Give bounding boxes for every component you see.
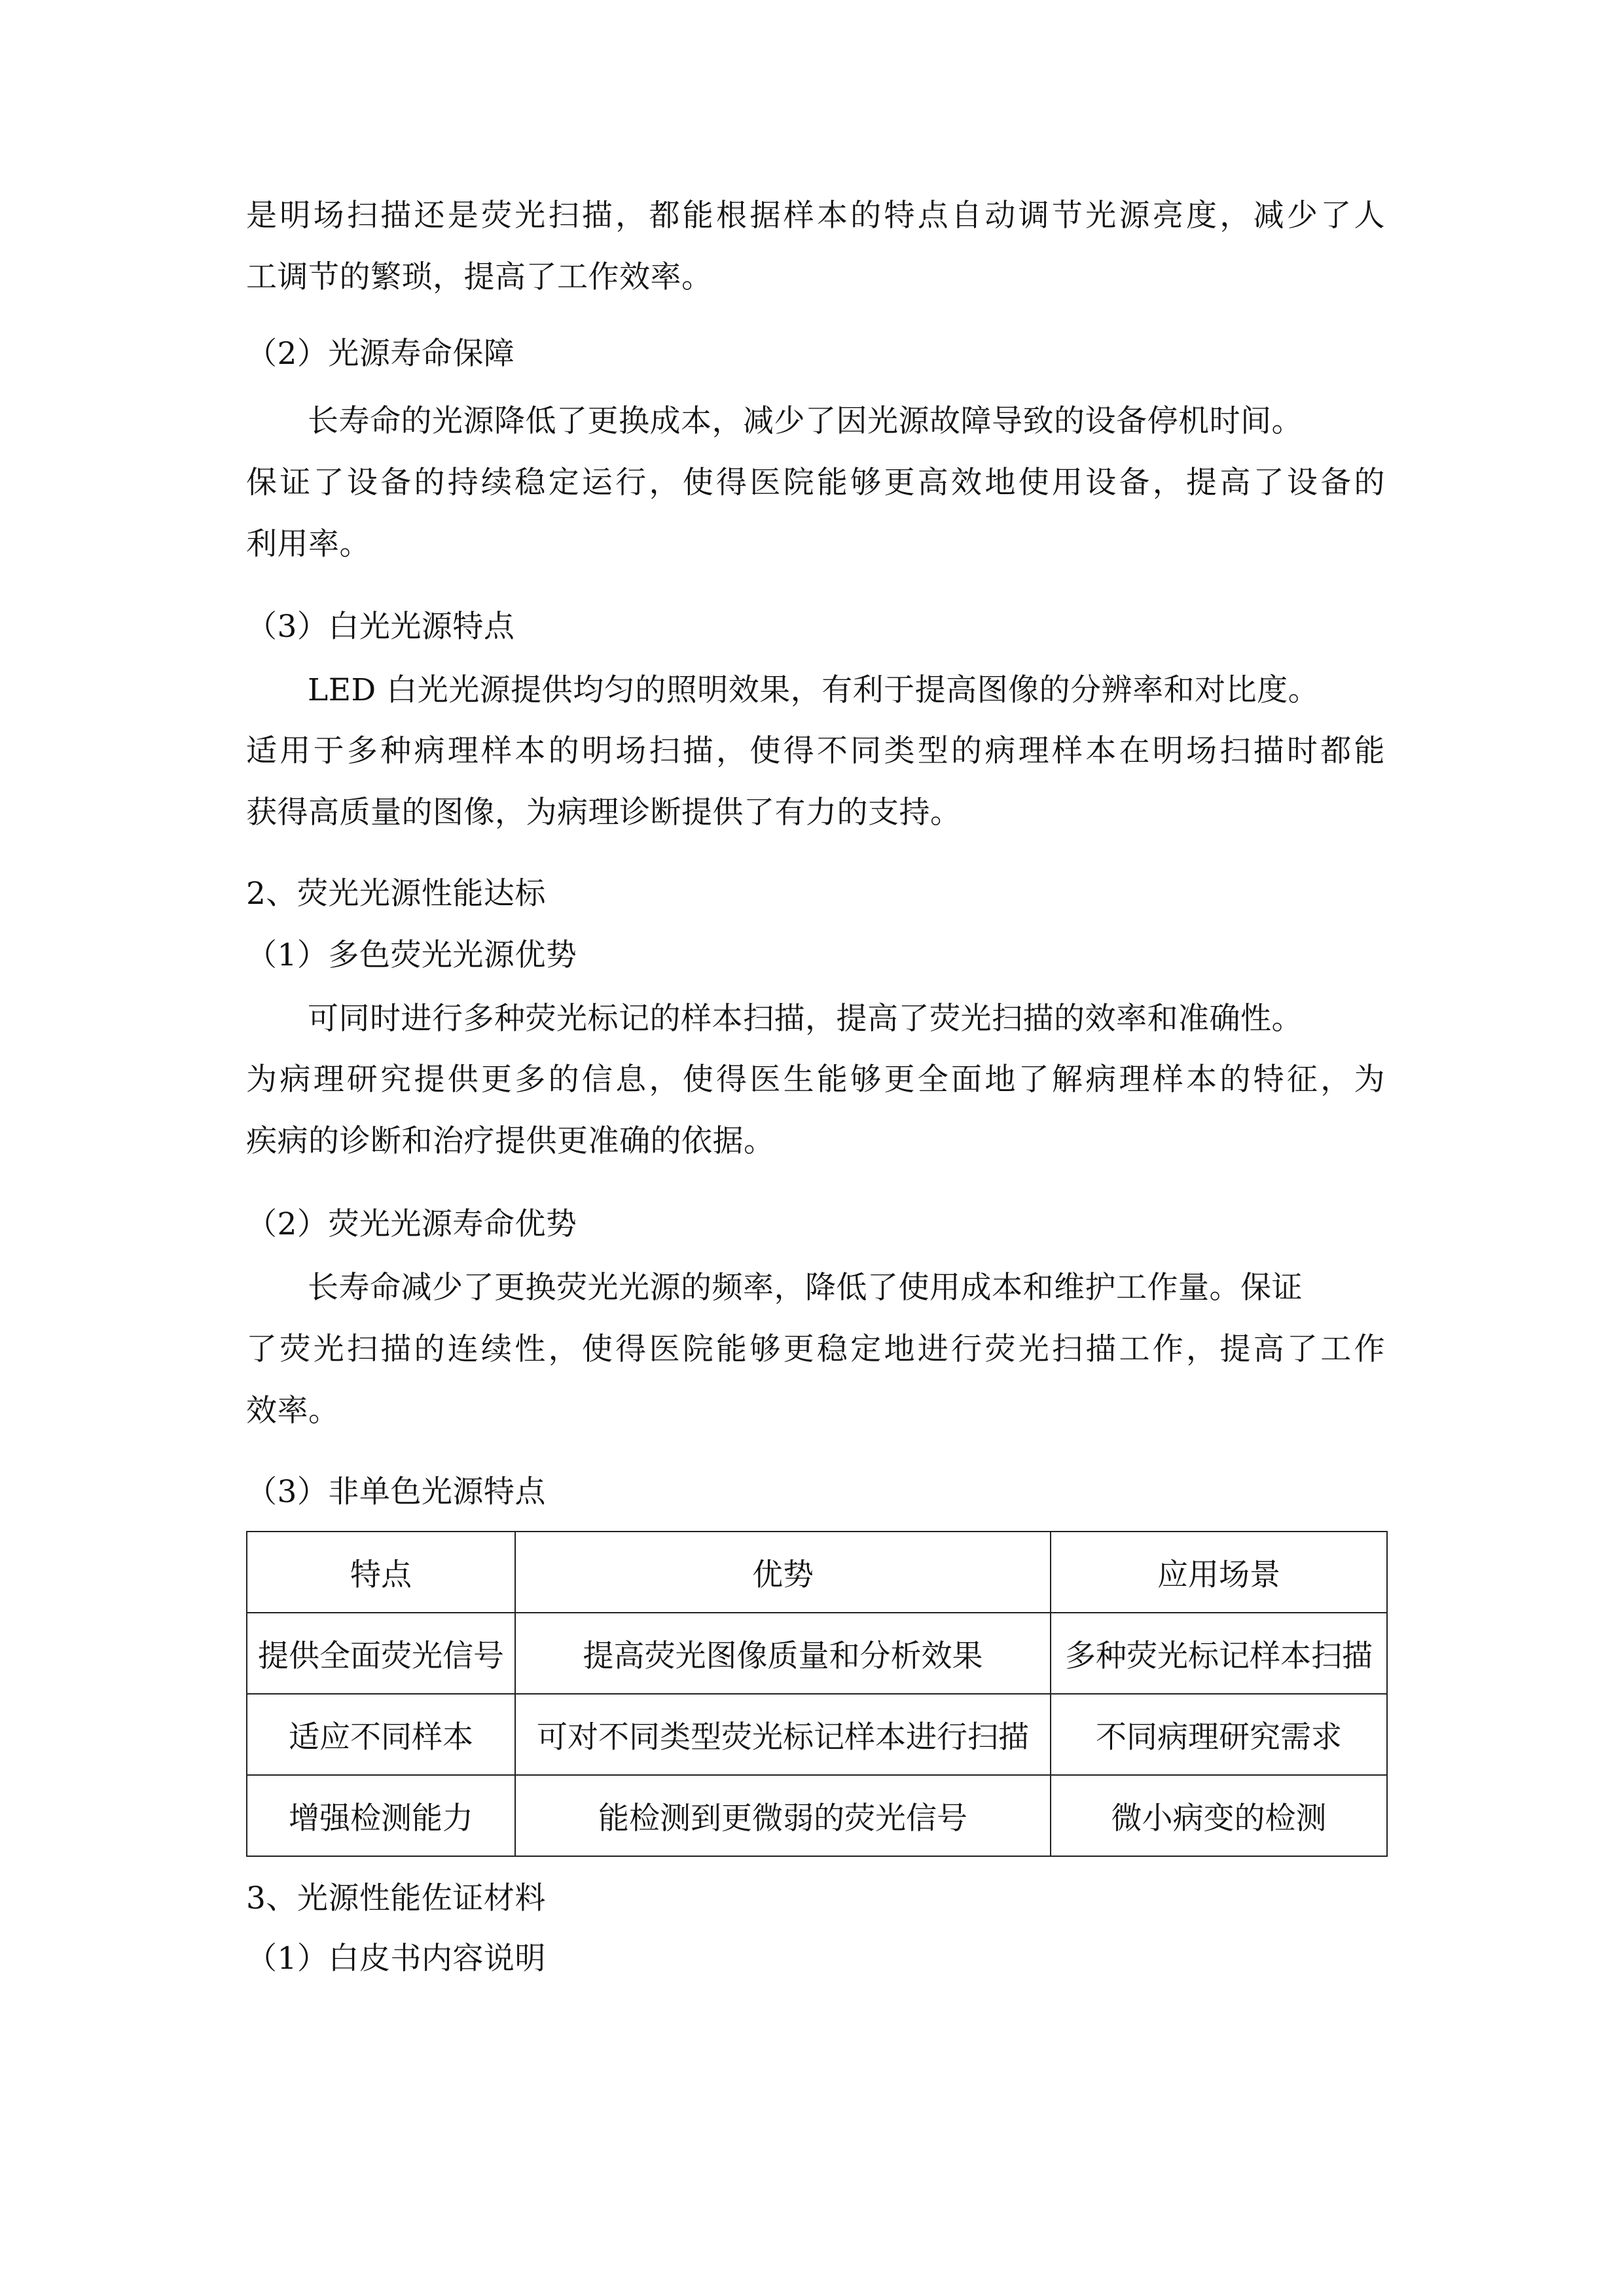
table-cell: 多种荧光标记样本扫描 (1051, 1613, 1387, 1694)
paragraph-auto-brightness-line-1: 是明场扫描还是荧光扫描，都能根据样本的特点自动调节光源亮度，减少了人 (246, 198, 1385, 234)
paragraph-multicolor-line-1: 可同时进行多种荧光标记的样本扫描，提高了荧光扫描的效率和准确性。 (308, 1001, 1303, 1037)
table-header-cell: 应用场景 (1051, 1532, 1387, 1613)
heading-section-3-evidence: 3、光源性能佐证材料 (246, 1880, 546, 1916)
table-header-cell: 特点 (247, 1532, 515, 1613)
table-cell: 提供全面荧光信号 (247, 1613, 515, 1694)
paragraph-lifespan-line-2: 保证了设备的持续稳定运行，使得医院能够更高效地使用设备，提高了设备的 (246, 465, 1385, 501)
heading-non-monochromatic-features: （3）非单色光源特点 (246, 1474, 546, 1510)
paragraph-fluorescent-lifespan-line-3: 效率。 (246, 1393, 340, 1429)
table-cell: 不同病理研究需求 (1051, 1694, 1387, 1775)
table-row (247, 1694, 1387, 1775)
table-cell: 适应不同样本 (247, 1694, 515, 1775)
table-cell: 微小病变的检测 (1051, 1775, 1387, 1856)
heading-whitepaper-description: （1）白皮书内容说明 (246, 1941, 546, 1977)
table-row (247, 1613, 1387, 1694)
paragraph-lifespan-line-3: 利用率。 (246, 526, 370, 562)
heading-multicolor-advantage: （1）多色荧光光源优势 (246, 937, 577, 973)
table-header-cell: 优势 (515, 1532, 1051, 1613)
paragraph-white-light-line-3: 获得高质量的图像，为病理诊断提供了有力的支持。 (246, 795, 962, 831)
paragraph-auto-brightness-line-2: 工调节的繁琐，提高了工作效率。 (246, 259, 713, 295)
heading-section-2-fluorescence: 2、荧光光源性能达标 (246, 876, 546, 912)
table-header-row (247, 1532, 1387, 1613)
heading-light-source-lifespan: （2）光源寿命保障 (246, 336, 515, 372)
table-cell: 提高荧光图像质量和分析效果 (515, 1613, 1051, 1694)
table-cell: 能检测到更微弱的荧光信号 (515, 1775, 1051, 1856)
paragraph-fluorescent-lifespan-line-1: 长寿命减少了更换荧光光源的频率，降低了使用成本和维护工作量。保证 (308, 1270, 1303, 1306)
features-table (246, 1531, 1388, 1857)
paragraph-white-light-line-2: 适用于多种病理样本的明场扫描，使得不同类型的病理样本在明场扫描时都能 (246, 733, 1385, 769)
paragraph-multicolor-line-2: 为病理研究提供更多的信息，使得医生能够更全面地了解病理样本的特征，为 (246, 1062, 1385, 1098)
table-row (247, 1775, 1387, 1856)
heading-fluorescent-lifespan: （2）荧光光源寿命优势 (246, 1206, 577, 1242)
table-cell: 增强检测能力 (247, 1775, 515, 1856)
paragraph-multicolor-line-3: 疾病的诊断和治疗提供更准确的依据。 (246, 1123, 775, 1159)
paragraph-fluorescent-lifespan-line-2: 了荧光扫描的连续性，使得医院能够更稳定地进行荧光扫描工作，提高了工作 (246, 1331, 1385, 1367)
paragraph-white-light-line-1: LED 白光光源提供均匀的照明效果，有利于提高图像的分辨率和对比度。 (308, 672, 1320, 708)
table-cell: 可对不同类型荧光标记样本进行扫描 (515, 1694, 1051, 1775)
heading-white-light-features: （3）白光光源特点 (246, 609, 515, 645)
paragraph-lifespan-line-1: 长寿命的光源降低了更换成本，减少了因光源故障导致的设备停机时间。 (308, 403, 1303, 439)
